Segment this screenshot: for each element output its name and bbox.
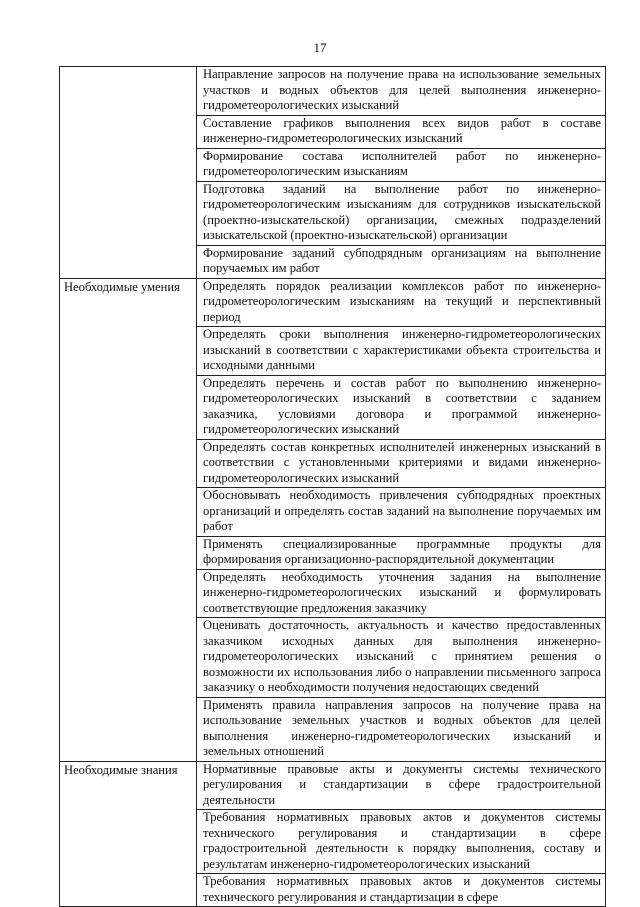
row-content [197, 67, 606, 279]
page-number: 17 [313, 40, 327, 55]
table-row [60, 278, 606, 761]
row-label: Необходимые знания [60, 761, 197, 907]
competency-table [59, 66, 606, 907]
list-item: Применять специализированные программные продукты для формирования организационно-распорядительной документации [197, 537, 605, 570]
list-item: Оценивать достаточность, актуальность и качество предоставленных заказчиком исходных данных для выполнения инженерно-гидрометеорологических изысканий с принятием решения о возможности их использования либо о направлении письменного запроса заказчику о необходимости получения недостающих сведений [197, 618, 605, 698]
list-item: Определять порядок реализации комплексов работ по инженерно-гидрометеорологическим изысканиям на текущий и перспективный период [197, 279, 605, 328]
row-content [197, 761, 606, 907]
list-item: Определять необходимость уточнения задания на выполнение инженерно-гидрометеорологических изысканий и формулировать соответствующие предложения заказчику [197, 570, 605, 619]
list-item: Определять перечень и состав работ по выполнению инженерно-гидрометеорологических изысканий в соответствии с заданием заказчика, условиями договора и программой инженерно-гидрометеорологических изысканий [197, 376, 605, 440]
row-label: Необходимые умения [60, 278, 197, 761]
list-item: Формирование заданий субподрядным организациям на выполнение поручаемых им работ [203, 245, 601, 275]
list-item: Нормативные правовые акты и документы системы технического регулирования и стандартизации в сфере градостроительной деятельности [197, 762, 605, 811]
list-item: Требования нормативных правовых актов и документов системы технического регулирования и стандартизации в сфере градостроительной деятельности к порядку выполнения, составу и результатам инженерно-гидрометеорологических изысканий [197, 810, 605, 874]
row-label [60, 67, 197, 279]
list-item: Направление запросов на получение права на использование земельных участков и водных объектов для целей выполнения инженерно-гидрометеорологических изысканий [197, 67, 605, 116]
list-item: Формирование состава исполнителей работ по инженерно-гидрометеорологическим изысканиям [197, 149, 605, 182]
list-item: Составление графиков выполнения всех видов работ в составе инженерно-гидрометеорологических изысканий [197, 116, 605, 149]
list-item: Обосновывать необходимость привлечения субподрядных проектных организаций и определять состав заданий на выполнение поручаемых им работ [197, 488, 605, 537]
table-row [60, 761, 606, 907]
list-item: Применять правила направления запросов на получение права на использование земельных участков и водных объектов для целей выполнения инженерно-гидрометеорологических изысканий и земельных отношений [203, 697, 601, 758]
list-item: Определять сроки выполнения инженерно-гидрометеорологических изысканий в соответствии с характеристиками объекта строительства и исходными данными [197, 327, 605, 376]
list-item: Определять состав конкретных исполнителей инженерных изысканий в соответствии с установленными критериями и видами инженерно-гидрометеорологических изысканий [197, 440, 605, 489]
row-content [197, 278, 606, 761]
list-item: Подготовка заданий на выполнение работ по инженерно-гидрометеорологическим изысканиям для сотрудников изыскательской (проектно-изыскательской) организации, смежных подразделений изыскательской (проектно-изыскательской) организации [197, 182, 605, 246]
table-row [60, 67, 606, 279]
list-item: Требования нормативных правовых актов и документов системы технического регулирования и стандартизации в сфере [203, 874, 601, 904]
